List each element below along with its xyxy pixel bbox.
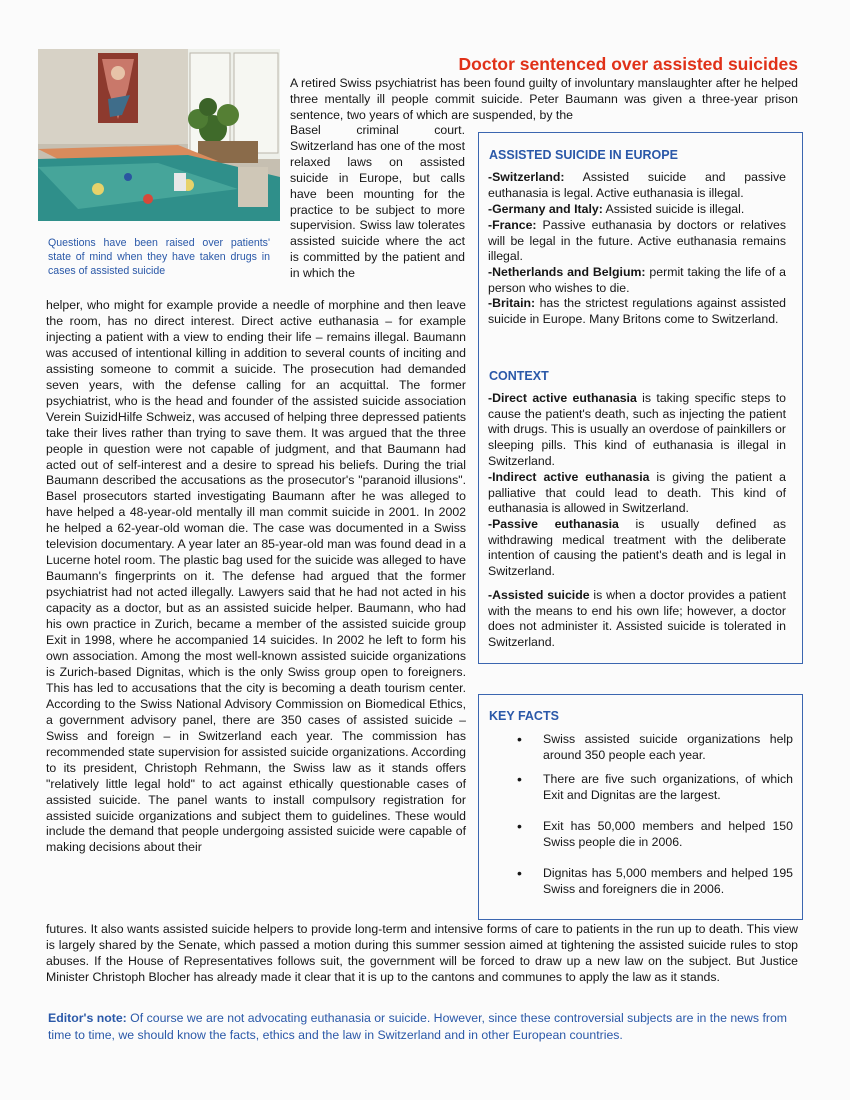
fact-text: There are five such organizations, of which Exit and Dignitas are the largest.	[543, 772, 793, 802]
europe-text: Passive euthanasia by doctors or relatives will be legal in the future. Active euthanasia remains illegal.	[488, 218, 786, 264]
bullet: •	[517, 865, 522, 881]
europe-term: -France:	[488, 218, 537, 232]
europe-text: Assisted suicide is illegal.	[602, 202, 745, 216]
europe-term: -Britain:	[488, 296, 536, 310]
sidebar-europe-context	[478, 132, 803, 664]
fact-text: Swiss assisted suicide organizations help around 350 people each year.	[543, 732, 793, 762]
europe-term: -Switzerland:	[488, 170, 565, 184]
context-term: -Direct active euthanasia	[488, 391, 637, 405]
europe-term: -Germany and Italy:	[488, 202, 603, 216]
context-entry	[488, 517, 786, 580]
context-text: is when a doctor provides a patient with the means to end his own life; however, a doctor does not administer it. Assisted suicide is tolerated in Switzerland.	[488, 588, 786, 650]
context-entry	[488, 391, 786, 470]
lead-paragraph: A retired Swiss psychiatrist has been found guilty of involuntary manslaughter after he helped three mentally ill people commit suicide. Peter Baumann was given a three-year prison sentence, two years of which are suspended, by the	[290, 76, 798, 122]
bullet: •	[517, 818, 522, 834]
bullet: •	[517, 731, 522, 747]
room-photo	[38, 49, 280, 221]
bullet: •	[517, 771, 522, 787]
europe-text: permit taking the life of a person who wishes to die.	[488, 265, 786, 295]
europe-term: -Netherlands and Belgium:	[488, 265, 646, 279]
context-entry	[488, 588, 786, 651]
editors-note-label: Editor's note:	[48, 1011, 127, 1025]
fact-text: Dignitas has 5,000 members and helped 195 Swiss and foreigners die in 2006.	[543, 866, 793, 896]
context-text: is usually defined as withdrawing medical treatment with the deliberate intention of causing the patient's death and is legal in Switzerland.	[488, 517, 786, 579]
context-text: is taking specific steps to cause the patient's death, such as injecting the patient with drugs. This is usually an overdose of painkillers or sleeping pills. This kind of euthanasia is illegal in Switzerland.	[488, 391, 786, 468]
context-term: -Passive euthanasia	[488, 517, 619, 531]
narrow-column-text: Basel criminal court. Switzerland has one of the most relaxed laws on assisted suicide in Europe, but calls have been mounting for the practice to be subject to more supervision. Swiss law tolerates assisted suicide where the act is committed by the patient and in which the	[290, 123, 465, 281]
europe-entry	[488, 170, 786, 201]
editors-note-text: Of course we are not advocating euthanasia or suicide. However, since these controversial subjects are in the news from time to time, we should know the facts, ethics and the law in Switzerland and in other European countries.	[48, 1011, 788, 1042]
sidebar-key-facts	[478, 694, 803, 920]
europe-entry	[488, 218, 786, 265]
context-term: -Indirect active euthanasia	[488, 470, 650, 484]
context-term: -Assisted suicide	[488, 588, 590, 602]
editors-note	[48, 1010, 800, 1043]
article-title: Doctor sentenced over assisted suicides	[458, 54, 798, 74]
europe-entry	[488, 202, 786, 218]
europe-text: has the strictest regulations against assisted suicide in Europe. Many Britons come to Switzerland.	[488, 296, 786, 326]
full-width-body: futures. It also wants assisted suicide helpers to provide long-term and intensive forms of care to patients in the run up to death. This view is largely shared by the Senate, which passed a motion during this summer session aimed at tightening the assisted suicide rules to stop abuses. If the House of Representatives follows suit, the government will be forced to draw up a new law on the subject. But Justice Minister Christoph Blocher has already made it clear that it is up to the cantons and communes to apply the law as it stands.	[46, 922, 798, 984]
europe-text: Assisted suicide and passive euthanasia is legal. Active euthanasia is illegal.	[488, 170, 786, 200]
europe-entry	[488, 296, 786, 327]
key-facts-heading: KEY FACTS	[489, 709, 559, 723]
fact-text: Exit has 50,000 members and helped 150 Swiss people die in 2006.	[543, 819, 793, 849]
context-text: is giving the patient a palliative that could lead to death. This kind of euthanasia is allowed in Switzerland.	[488, 470, 786, 516]
europe-heading: ASSISTED SUICIDE IN EUROPE	[489, 148, 678, 162]
photo-caption: Questions have been raised over patients' state of mind when they have taken drugs in cases of assisted suicide	[48, 237, 270, 278]
context-entry	[488, 470, 786, 517]
context-heading: CONTEXT	[489, 369, 549, 383]
europe-entry	[488, 265, 786, 296]
left-column-body: helper, who might for example provide a needle of morphine and then leave the room, has no direct interest. Direct active euthanasia – for example injecting a patient with a view to ending their life – remains illegal. Baumann was accused of intentional killing in addition to several counts of inciting and assisting someone to commit a suicide. The prosecution had demanded seven years, with the defense calling for an acquittal. The former psychiatrist, who is the head and founder of the assisted suicide association Verein SuizidHilfe Schweiz, was accused of helping three depressed patients take their lives rather than trying to save them. It was argued that the three people in question were not capable of judgment, and that Baumann had acted out of self-interest and a desire to spread his beliefs. During the trial Baumann described the accusations as the prosecutor's "paranoid illusions". Basel prosecutors started investigating Baumann after he was alleged to have helped a 48-year-old mentally ill man commit suicide in 2001. In 2002 he helped a 62-year-old woman die. The case was documented in a Swiss television documentary. A year later an 85-year-old man was found dead in a Lucerne hotel room. The plastic bag used for the suicide was alleged to have Baumann's fingerprints on it. The defense had argued that the former psychiatrist had not acted illegally. Lawyers said that he had not acted in his capacity as a doctor, but as an assisted suicide helper. Baumann, who had his own practice in Zurich, became a member of the assisted suicide group Exit in 1998, where he accompanied 14 suicides. In 2002 he left to form his own association. Among the most well-known assisted suicide organizations is Zurich-based Dignitas, which is the only Swiss group open to foreigners. This has led to accusations that the city is becoming a death tourism center. According to the Swiss National Advisory Commission on Biomedical Ethics, a government advisory panel, there are 350 cases of assisted suicide – Swiss and foreign – in Switzerland each year. The commission has recommended state supervision for assisted suicide organizations. According to its president, Christoph Rehmann, the Swiss law as it stands offers "relatively little legal hold" to act against ethically questionable cases of assisted suicide. The panel wants to install compulsory registration for assisted suicide organizations and subject them to guidelines. These would include the demand that people undergoing assisted suicide were capable of making decisions about their	[46, 298, 466, 855]
